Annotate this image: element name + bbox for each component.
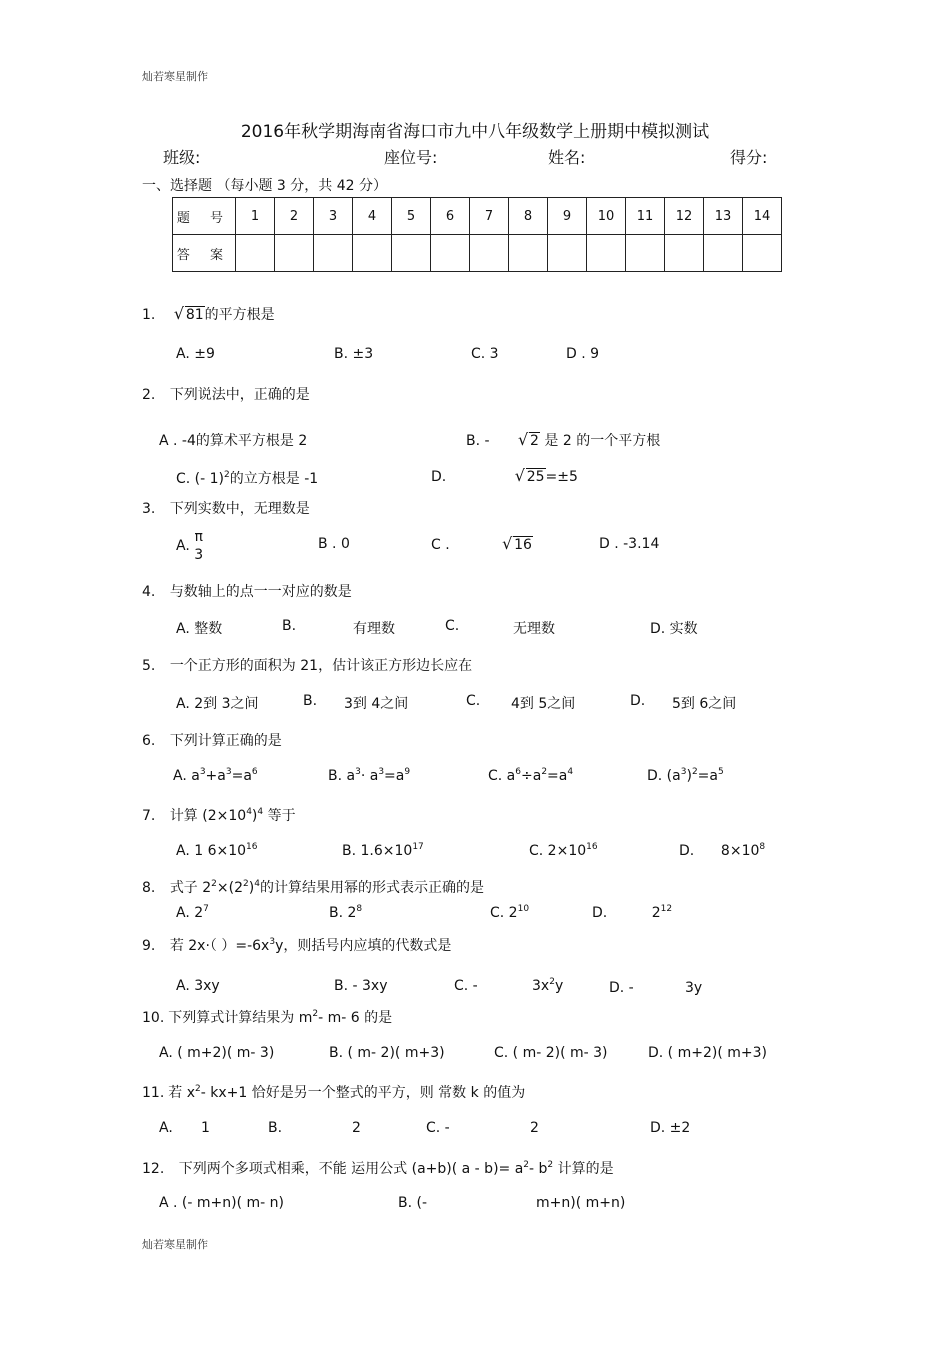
question-3 <box>142 498 310 518</box>
option-c: C. <box>445 618 460 634</box>
option-c: C. $2^{10}$ <box>490 904 530 921</box>
q-number: 3. <box>142 501 156 517</box>
question-10 <box>142 1007 392 1027</box>
col-number: 3 <box>314 198 353 235</box>
exponent: 2 <box>211 879 217 889</box>
q-text <box>170 880 484 896</box>
score-label: 得分: <box>730 148 768 167</box>
option-d: D. 实数 <box>650 621 698 637</box>
question-11 <box>142 1082 525 1102</box>
option-d-text: D . 9 <box>566 346 600 362</box>
q-text-part: 若 2x·（ ）=-6x <box>169 938 270 954</box>
q-text: 下列说法中，正确的是 <box>169 387 310 403</box>
radicand: 25 <box>526 469 545 485</box>
radicand: 81 <box>185 307 204 323</box>
option-c-text: 的立方根是 -1 <box>229 471 319 487</box>
q-text: 与数轴上的点一一对应的数是 <box>169 584 352 600</box>
option-c-text: 4到 5之间 <box>511 696 576 712</box>
q-text-part: 计算的是 <box>553 1161 614 1177</box>
option-a: A. 整数 <box>176 621 223 637</box>
seat-label: 座位号: <box>384 148 438 167</box>
question-6 <box>142 730 282 750</box>
question-1 <box>142 304 275 324</box>
col-number: 9 <box>548 198 587 235</box>
q-number: 9. <box>142 938 156 954</box>
option-d-text: 3y <box>685 980 703 996</box>
answer-cell[interactable] <box>704 235 743 272</box>
option-d: D . -3.14 <box>599 536 660 552</box>
col-number: 13 <box>704 198 743 235</box>
option-a: A. $a^3+a^3=a^6$ <box>173 767 258 784</box>
exponent: 2 <box>224 470 230 480</box>
option-a: A. ±9 <box>176 346 215 362</box>
option-b: B . 0 <box>318 536 350 552</box>
option-c-prefix: C. (- 1) <box>176 471 225 487</box>
numerator: π <box>194 529 203 545</box>
option-b: B. <box>282 618 297 634</box>
option-a: A. 1 $6\times 10^{16}$ <box>176 842 258 859</box>
option-c: C. $2\times 10^{16}$ <box>529 842 598 859</box>
row-label-answer: 答 案 <box>173 235 236 272</box>
option-a: A. 2到 3之间 <box>176 696 259 712</box>
answer-cell[interactable] <box>236 235 275 272</box>
option-b: B. ( m- 2)( m+3) <box>329 1045 445 1061</box>
table-row-answers <box>173 235 782 272</box>
q-text: 下列计算正确的是 <box>169 733 282 749</box>
sqrt-expression <box>174 306 205 323</box>
option-a-prefix: A. <box>176 538 190 554</box>
col-number: 11 <box>626 198 665 235</box>
answer-cell[interactable] <box>392 235 431 272</box>
option-c-value: 3x <box>532 978 550 994</box>
table-row-numbers <box>173 198 782 235</box>
question-12 <box>142 1158 614 1178</box>
option-b-prefix: B. - <box>466 433 490 449</box>
exponent: 4 <box>254 879 260 889</box>
option-b: B. $2^8$ <box>329 904 363 921</box>
option-d-prefix: D. <box>431 469 447 485</box>
exponent: 2 <box>312 1009 319 1019</box>
q-text <box>170 938 452 954</box>
col-number: 7 <box>470 198 509 235</box>
q-text-part: 若 x <box>168 1085 196 1101</box>
exponent: 2 <box>523 1160 530 1170</box>
radicand: 16 <box>514 537 532 553</box>
exponent: 4 <box>257 807 264 817</box>
option-c-text: 无理数 <box>513 621 555 637</box>
option-c-text: 2 <box>530 1120 539 1136</box>
section-heading: 一、选择题 （每小题 3 分，共 42 分） <box>142 178 387 194</box>
q-number: 4. <box>142 584 156 600</box>
exponent: 2 <box>243 879 249 889</box>
option-d: D. $(a^3)^2=a^5$ <box>647 767 724 784</box>
question-9 <box>142 935 451 955</box>
answer-cell[interactable] <box>314 235 353 272</box>
option-a: A. $2^7$ <box>176 904 209 921</box>
option-d <box>566 346 599 362</box>
exponent: 2 <box>547 1160 554 1170</box>
q-text-part: 式子 2 <box>169 880 212 896</box>
name-label: 姓名: <box>548 148 586 167</box>
q-number: 5. <box>142 658 156 674</box>
option-a: A. <box>159 1120 173 1136</box>
exam-title: 2016年秋学期海南省海口市九中八年级数学上册期中模拟测试 <box>240 122 710 142</box>
q-number: 12. <box>142 1161 165 1177</box>
option-b-text: m+n)( m+n) <box>536 1195 626 1211</box>
option-c-text <box>532 978 563 994</box>
option-d: D. ( m+2)( m+3) <box>648 1045 767 1061</box>
denominator: 3 <box>194 547 204 563</box>
q-text-part: y，则括号内应填的代数式是 <box>275 938 452 954</box>
answer-cell[interactable] <box>743 235 782 272</box>
q-text-part: - kx+1 恰好是另一个整式的平方，则 常数 k 的值为 <box>200 1085 526 1101</box>
sqrt-expression <box>515 468 546 485</box>
answer-cell[interactable] <box>587 235 626 272</box>
option-d: D. <box>630 693 646 709</box>
option-d: D. - <box>609 980 634 996</box>
option-b: B. ±3 <box>334 346 374 362</box>
exponent: 2 <box>195 1084 201 1094</box>
q-number: 7. <box>142 808 156 824</box>
exponent: 2 <box>549 977 555 987</box>
q-text <box>168 1010 392 1026</box>
col-number: 4 <box>353 198 392 235</box>
option-c-value: y <box>554 978 564 994</box>
question-7 <box>142 805 296 825</box>
question-5 <box>142 655 472 675</box>
option-d: D. $2^{12}$ <box>592 904 673 921</box>
answer-cell[interactable] <box>626 235 665 272</box>
q-text-part: 下列算式计算结果为 m <box>168 1010 313 1026</box>
option-b: B. $a^3\cdot a^3=a^9$ <box>328 767 411 784</box>
option-b: B. <box>268 1120 283 1136</box>
q-text-part: - b <box>529 1161 548 1177</box>
col-number: 6 <box>431 198 470 235</box>
q-text-part: ) <box>248 880 255 896</box>
maker-header: 灿若寒星制作 <box>142 70 208 83</box>
option-b: B. $1.6\times 10^{17}$ <box>342 842 424 859</box>
q-number: 8. <box>142 880 156 896</box>
q-text-part: ×(2 <box>216 880 244 896</box>
option-b: B. <box>303 693 318 709</box>
question-2 <box>142 384 310 404</box>
answer-table <box>172 197 782 272</box>
q-number: 2. <box>142 387 156 403</box>
option-b <box>466 430 660 450</box>
q-number: 6. <box>142 733 156 749</box>
col-number: 14 <box>743 198 782 235</box>
answer-cell[interactable] <box>509 235 548 272</box>
col-number: 1 <box>236 198 275 235</box>
option-d-text: 5到 6之间 <box>672 696 737 712</box>
question-4 <box>142 581 352 601</box>
option-d: D. $8\times 10^8$ <box>679 842 766 859</box>
q-text <box>170 808 296 824</box>
option-a: A . -4的算术平方根是 2 <box>159 433 308 449</box>
q-text <box>168 1085 525 1101</box>
q-text: 的平方根是 <box>204 307 275 323</box>
col-number: 12 <box>665 198 704 235</box>
q-text-part: - m- 6 的是 <box>318 1010 393 1026</box>
answer-cell[interactable] <box>353 235 392 272</box>
q-number: 10. <box>142 1010 165 1026</box>
q-number: 1. <box>142 307 156 323</box>
q-text-part: 下列两个多项式相乘，不能 运用公式 (a+b)( a - b)= a <box>178 1161 524 1177</box>
row-label-number: 题 号 <box>173 198 236 235</box>
option-b: B. - 3xy <box>334 978 388 994</box>
maker-footer: 灿若寒星制作 <box>142 1238 208 1251</box>
option-a: A . (- m+n)( m- n) <box>159 1195 284 1211</box>
sqrt-expression <box>518 432 540 449</box>
question-8 <box>142 877 484 897</box>
option-b-text: 2 <box>352 1120 361 1136</box>
option-c <box>176 468 318 488</box>
option-a: A. ( m+2)( m- 3) <box>159 1045 275 1061</box>
option-b: B. (- <box>398 1195 428 1211</box>
option-c <box>431 536 533 553</box>
option-a-text: 1 <box>201 1120 210 1136</box>
option-c: C. - <box>426 1120 450 1136</box>
option-a <box>176 528 203 564</box>
q-text: 下列实数中，无理数是 <box>169 501 310 517</box>
q-text-part: 计算 (2×10 <box>169 808 247 824</box>
q-text-part: ) <box>251 808 258 824</box>
option-d: D. ±2 <box>650 1120 691 1136</box>
option-a: A. 3xy <box>176 978 220 994</box>
option-b-text: 是 2 的一个平方根 <box>544 433 661 449</box>
exponent: 4 <box>246 807 252 817</box>
option-c-prefix: C . <box>431 537 450 553</box>
option-b-text: 3到 4之间 <box>344 696 409 712</box>
option-d-text: =±5 <box>545 469 578 485</box>
option-c: C. - <box>454 978 478 994</box>
q-text-part: 等于 <box>263 808 296 824</box>
answer-cell[interactable] <box>275 235 314 272</box>
q-text: 一个正方形的面积为 21，估计该正方形边长应在 <box>169 658 473 674</box>
exponent: 3 <box>269 937 276 947</box>
fraction <box>194 528 203 564</box>
option-c: C. ( m- 2)( m- 3) <box>494 1045 608 1061</box>
option-c: C. $a^6\div a^2=a^4$ <box>488 767 574 784</box>
option-c: C. 3 <box>471 346 499 362</box>
col-number: 5 <box>392 198 431 235</box>
option-d <box>431 468 578 485</box>
col-number: 10 <box>587 198 626 235</box>
col-number: 2 <box>275 198 314 235</box>
option-b-text: 有理数 <box>353 621 395 637</box>
col-number: 8 <box>509 198 548 235</box>
answer-cell[interactable] <box>470 235 509 272</box>
answer-cell[interactable] <box>548 235 587 272</box>
answer-cell[interactable] <box>431 235 470 272</box>
option-c: C. <box>466 693 481 709</box>
radicand: 2 <box>530 433 539 449</box>
answer-cell[interactable] <box>665 235 704 272</box>
q-text <box>179 1161 614 1177</box>
q-text-part: 的计算结果用幂的形式表示正确的是 <box>259 880 484 896</box>
sqrt-expression <box>502 536 533 553</box>
q-number: 11. <box>142 1085 165 1101</box>
class-label: 班级: <box>163 148 201 167</box>
